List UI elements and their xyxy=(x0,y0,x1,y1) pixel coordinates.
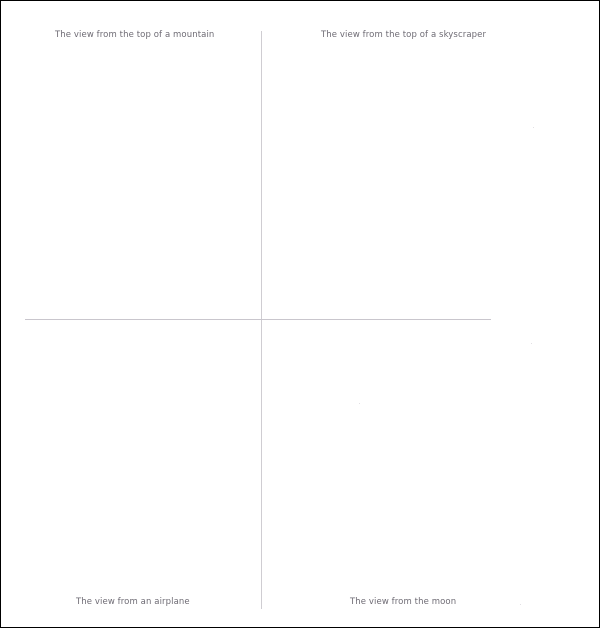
quadrant-label-mountain: The view from the top of a mountain xyxy=(55,30,215,40)
paper-speck xyxy=(520,604,521,605)
horizontal-divider-line xyxy=(25,319,491,320)
vertical-divider-line xyxy=(261,31,262,609)
paper-speck xyxy=(359,403,360,404)
quadrant-label-airplane: The view from an airplane xyxy=(76,597,190,607)
quadrant-label-moon: The view from the moon xyxy=(350,597,457,607)
paper-speck xyxy=(531,343,532,344)
paper-speck xyxy=(533,127,534,128)
quadrant-label-skyscraper: The view from the top of a skyscraper xyxy=(321,30,487,40)
